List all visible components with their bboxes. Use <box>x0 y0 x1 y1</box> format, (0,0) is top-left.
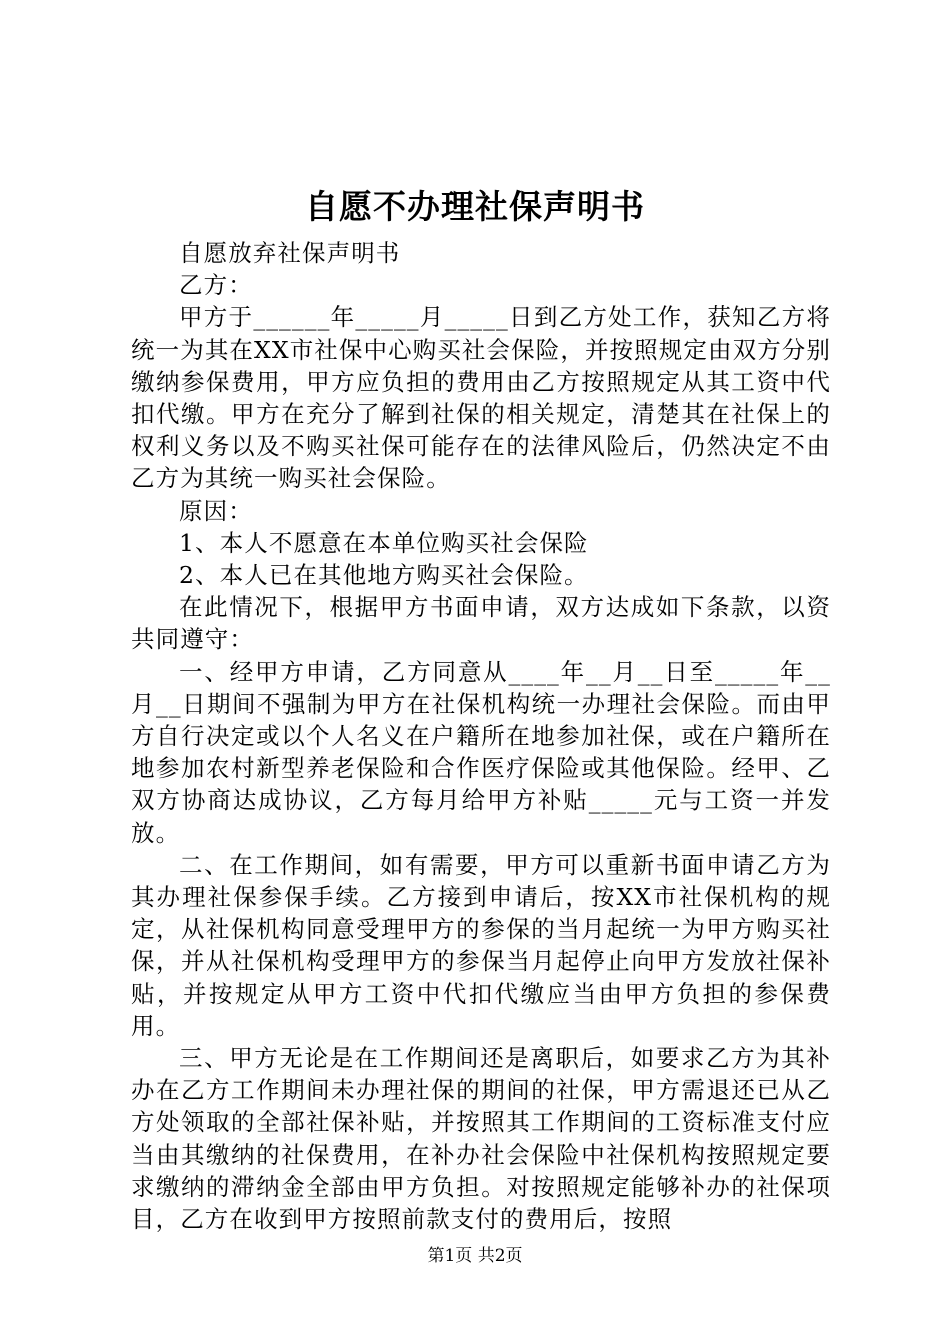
paragraph-clause-2: 二、在工作期间，如有需要，甲方可以重新书面申请乙方为其办理社保参保手续。乙方接到申请后，按XX市社保机构的规定，从社保机构同意受理甲方的参保的当月起统一为甲方购买社保，并从社保机构受理甲方的参保当月起停止向甲方发放社保补贴，并按规定从甲方工资中代扣代缴应当由甲方负担的参保费用。 <box>131 850 831 1040</box>
document-title: 自愿不办理社保声明书 <box>305 187 645 226</box>
document-body <box>131 237 831 1235</box>
paragraph-reason-1: 1、本人不愿意在本单位购买社会保险 <box>179 528 589 557</box>
paragraph-party-b: 乙方： <box>179 271 253 300</box>
paragraph-clause-1: 一、经甲方申请，乙方同意从____年__月__日至_____年__月__日期间不强制为甲方在社保机构统一办理社会保险。而由甲方自行决定或以个人名义在户籍所在地参加社保，或在户籍所在地参加农村新型养老保险和合作医疗保险或其他保险。经甲、乙双方协商达成协议，乙方每月给甲方补贴_____元与工资一并发放。 <box>131 657 831 847</box>
paragraph-reason-2: 2、本人已在其他地方购买社会保险。 <box>179 561 589 590</box>
paragraph-reason-heading: 原因： <box>179 496 253 525</box>
paragraph-subtitle: 自愿放弃社保声明书 <box>179 239 401 267</box>
paragraph-statement: 甲方于______年_____月_____日到乙方处工作，获知乙方将统一为其在XX市社保中心购买社会保险，并按照规定由双方分别缴纳参保费用，甲方应负担的费用由乙方按照规定从其工资中代扣代缴。甲方在充分了解到社保的相关规定，清楚其在社保上的权利义务以及不购买社保可能存在的法律风险后，仍然决定不由乙方为其统一购买社会保险。 <box>131 303 831 493</box>
paragraph-clause-3: 三、甲方无论是在工作期间还是离职后，如要求乙方为其补办在乙方工作期间未办理社保的期间的社保，甲方需退还已从乙方处领取的全部社保补贴，并按照其工作期间的工资标准支付应当由其缴纳的社保费用，在补办社会保险中社保机构按照规定要求缴纳的滞纳金全部由甲方负担。对按照规定能够补办的社保项目，乙方在收到甲方按照前款支付的费用后，按照 <box>131 1044 831 1234</box>
paragraph-agreement-intro: 在此情况下，根据甲方书面申请，双方达成如下条款，以资共同遵守： <box>131 593 831 654</box>
page-number-footer: 第1页 共2页 <box>427 1246 523 1266</box>
